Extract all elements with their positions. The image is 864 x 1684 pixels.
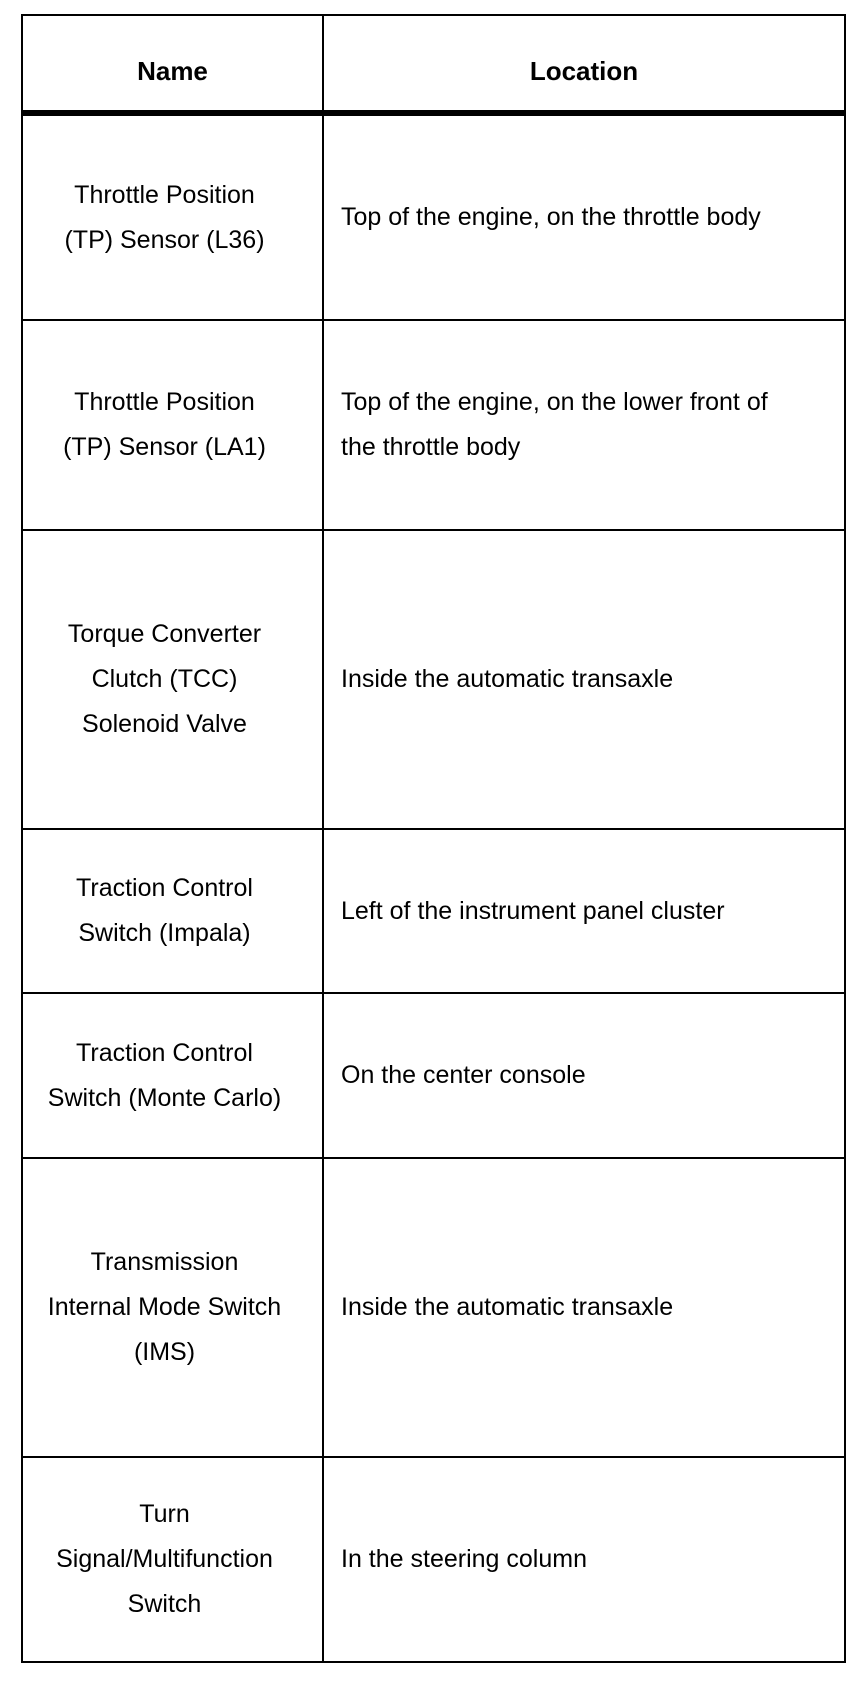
- component-name-cell: Traction Control Switch (Monte Carlo): [22, 993, 323, 1158]
- column-header-name: Name: [22, 15, 323, 113]
- component-name-cell: Traction Control Switch (Impala): [22, 829, 323, 993]
- component-name-cell: Turn Signal/Multifunction Switch: [22, 1457, 323, 1662]
- table-row: [22, 320, 845, 530]
- component-location-cell: Left of the instrument panel cluster: [323, 829, 845, 993]
- component-name-cell: Throttle Position (TP) Sensor (L36): [22, 113, 323, 320]
- component-location-table: [21, 14, 846, 1663]
- component-location-cell: Top of the engine, on the lower front of the throttle body: [323, 320, 845, 530]
- component-name-cell: Transmission Internal Mode Switch (IMS): [22, 1158, 323, 1457]
- component-location-cell: In the steering column: [323, 1457, 845, 1662]
- table-row: [22, 993, 845, 1158]
- table-row: [22, 1457, 845, 1662]
- table-row: [22, 530, 845, 829]
- table-row: [22, 1158, 845, 1457]
- table-header-row: [22, 15, 845, 113]
- table-row: [22, 829, 845, 993]
- component-name-cell: Throttle Position (TP) Sensor (LA1): [22, 320, 323, 530]
- column-header-location: Location: [323, 15, 845, 113]
- component-name-cell: Torque Converter Clutch (TCC) Solenoid Valve: [22, 530, 323, 829]
- component-location-cell: Inside the automatic transaxle: [323, 1158, 845, 1457]
- component-location-cell: Top of the engine, on the throttle body: [323, 113, 845, 320]
- component-location-table-container: [21, 14, 844, 1663]
- table-row: [22, 113, 845, 320]
- component-location-cell: On the center console: [323, 993, 845, 1158]
- component-location-cell: Inside the automatic transaxle: [323, 530, 845, 829]
